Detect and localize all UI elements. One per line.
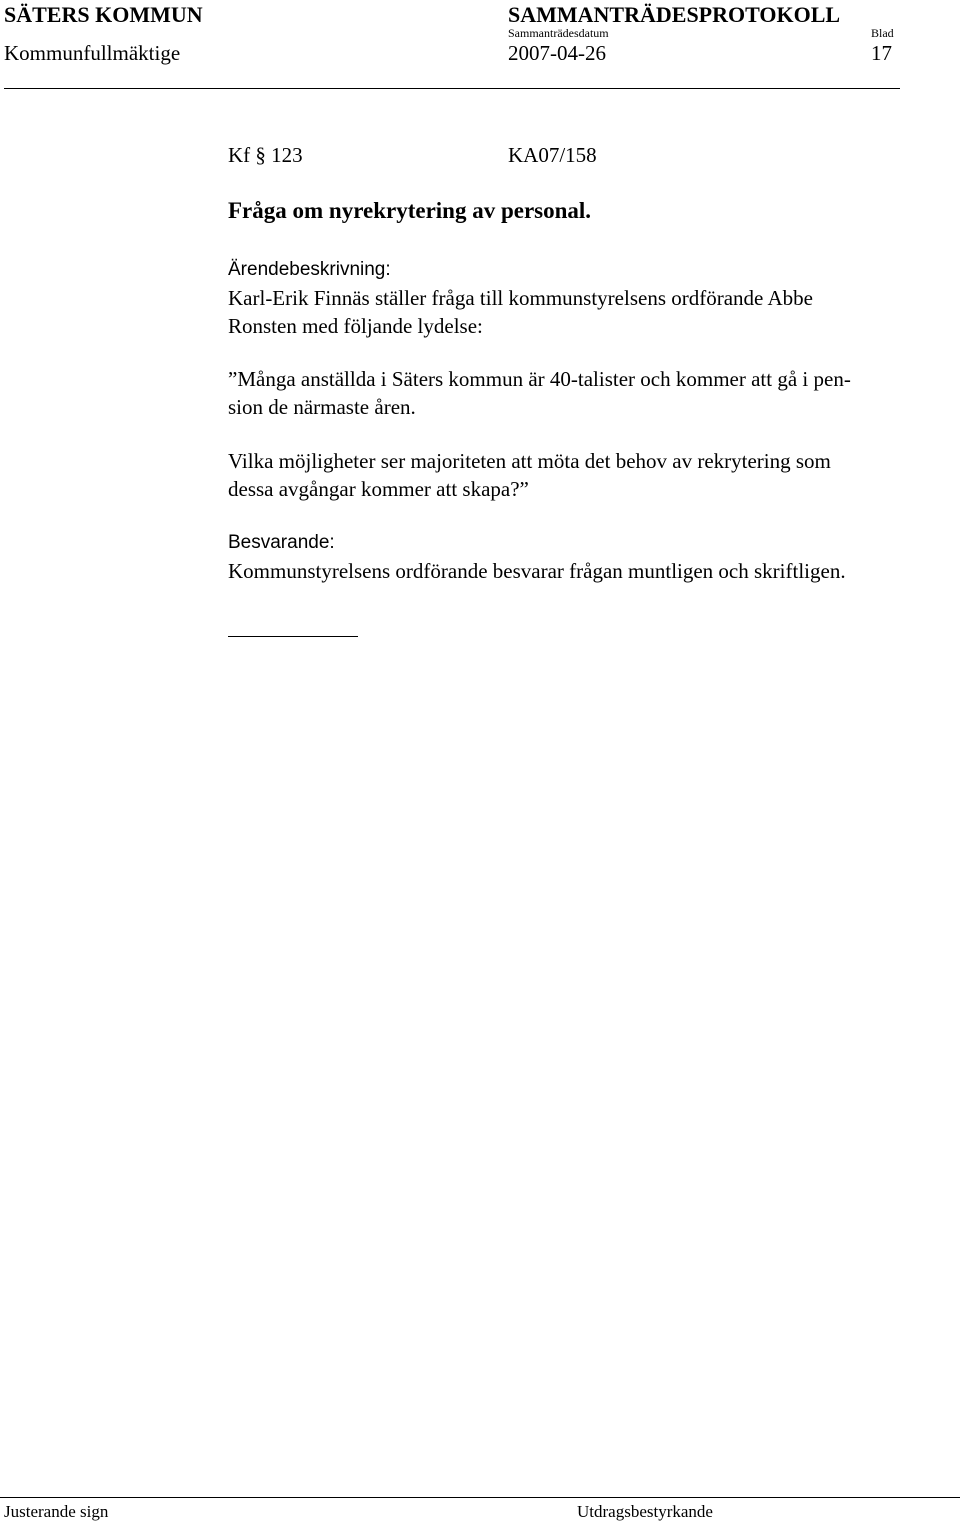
question-line-2: dessa avgångar kommer att skapa?” bbox=[228, 477, 529, 501]
organization-name: SÄTERS KOMMUN bbox=[4, 2, 203, 27]
item-title: Fråga om nyrekrytering av personal. bbox=[228, 198, 592, 223]
description-heading: Ärendebeskrivning: bbox=[228, 259, 391, 280]
description-line-2: Ronsten med följande lydelse: bbox=[228, 314, 483, 338]
page-label: Blad bbox=[871, 26, 894, 40]
paragraph-ref: Kf § 123 bbox=[228, 143, 303, 167]
answer-text: Kommunstyrelsens ordförande besvarar frågan muntligen och skriftligen. bbox=[228, 559, 846, 583]
description-line-1: Karl-Erik Finnäs ställer fråga till kommunstyrelsens ordförande Abbe bbox=[228, 286, 813, 310]
question-line-1: Vilka möjligheter ser majoriteten att möta det behov av rekrytering som bbox=[228, 449, 831, 473]
header-rule bbox=[4, 88, 900, 89]
footer-justerande-sign: Justerande sign bbox=[4, 1502, 109, 1521]
date-label: Sammanträdesdatum bbox=[508, 26, 609, 40]
meeting-date: 2007-04-26 bbox=[508, 41, 606, 65]
footer-rule bbox=[0, 1497, 960, 1498]
body-name: Kommunfullmäktige bbox=[4, 41, 181, 65]
quote-line-1: ”Många anställda i Säters kommun är 40-talister och kommer att gå i pen- bbox=[228, 367, 851, 391]
page-number: 17 bbox=[871, 41, 892, 65]
document-type: SAMMANTRÄDESPROTOKOLL bbox=[508, 2, 841, 27]
section-separator bbox=[228, 636, 358, 637]
answer-heading: Besvarande: bbox=[228, 532, 335, 553]
quote-line-2: sion de närmaste åren. bbox=[228, 395, 416, 419]
case-number: KA07/158 bbox=[508, 143, 597, 167]
footer-utdragsbestyrkande: Utdragsbestyrkande bbox=[577, 1502, 713, 1521]
